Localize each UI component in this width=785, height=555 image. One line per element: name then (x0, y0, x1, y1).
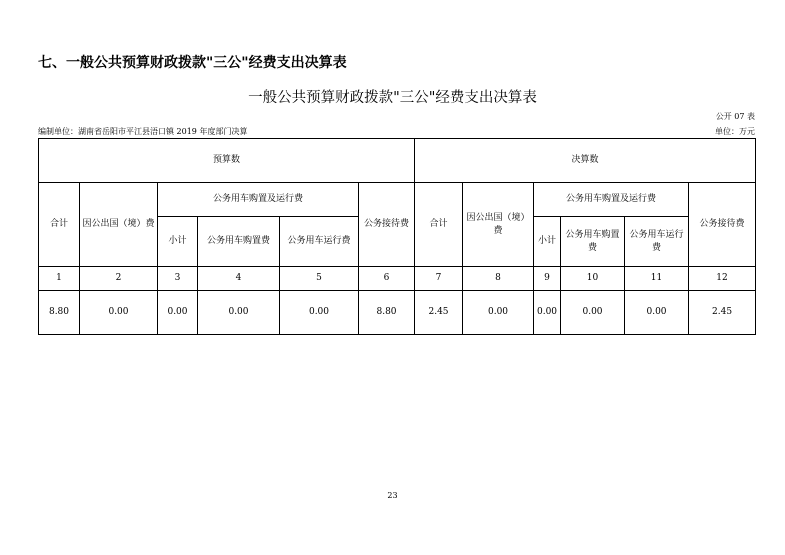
column-number: 10 (561, 267, 625, 291)
value-cell: 0.00 (280, 291, 359, 335)
final-group-header: 决算数 (415, 139, 756, 183)
budget-total-header: 合计 (39, 183, 80, 267)
value-cell: 0.00 (80, 291, 158, 335)
value-cell: 0.00 (625, 291, 689, 335)
final-abroad-header: 因公出国（境）费 (463, 183, 534, 267)
compiler-unit: 编制单位：湖南省岳阳市平江县浯口镇 2019 年度部门决算 (38, 127, 248, 136)
budget-group-header: 预算数 (39, 139, 415, 183)
final-vehicle-group-header: 公务用车购置及运行费 (534, 183, 689, 217)
expenditure-table (38, 138, 756, 335)
value-cell: 2.45 (415, 291, 463, 335)
meta-row (38, 126, 755, 137)
budget-subtotal-header: 小计 (158, 217, 198, 267)
final-purchase-header: 公务用车购置费 (561, 217, 625, 267)
value-cell: 0.00 (198, 291, 280, 335)
column-number: 11 (625, 267, 689, 291)
column-number: 3 (158, 267, 198, 291)
column-number: 8 (463, 267, 534, 291)
budget-operation-header: 公务用车运行费 (280, 217, 359, 267)
budget-vehicle-group-header: 公务用车购置及运行费 (158, 183, 359, 217)
document-title: 一般公共预算财政拨款"三公"经费支出决算表 (248, 90, 537, 106)
column-number: 1 (39, 267, 80, 291)
final-total-header: 合计 (415, 183, 463, 267)
column-number: 2 (80, 267, 158, 291)
page-number: 23 (387, 491, 398, 500)
budget-abroad-header: 因公出国（境）费 (80, 183, 158, 267)
final-reception-header: 公务接待费 (689, 183, 756, 267)
header-row-1 (39, 183, 756, 217)
budget-purchase-header: 公务用车购置费 (198, 217, 280, 267)
column-number-row (39, 267, 756, 291)
value-cell: 8.80 (39, 291, 80, 335)
column-number: 5 (280, 267, 359, 291)
column-number: 9 (534, 267, 561, 291)
group-header-row (39, 139, 756, 183)
final-subtotal-header: 小计 (534, 217, 561, 267)
value-cell: 0.00 (158, 291, 198, 335)
section-title: 七、一般公共预算财政拨款"三公"经费支出决算表 (38, 55, 347, 71)
value-cell: 0.00 (463, 291, 534, 335)
column-number: 6 (359, 267, 415, 291)
column-number: 7 (415, 267, 463, 291)
value-cell: 2.45 (689, 291, 756, 335)
value-row (39, 291, 756, 335)
column-number: 4 (198, 267, 280, 291)
form-code: 公开 07 表 (715, 112, 755, 121)
value-cell: 8.80 (359, 291, 415, 335)
currency-unit: 单位：万元 (715, 127, 755, 136)
value-cell: 0.00 (534, 291, 561, 335)
value-cell: 0.00 (561, 291, 625, 335)
budget-reception-header: 公务接待费 (359, 183, 415, 267)
column-number: 12 (689, 267, 756, 291)
final-operation-header: 公务用车运行费 (625, 217, 689, 267)
